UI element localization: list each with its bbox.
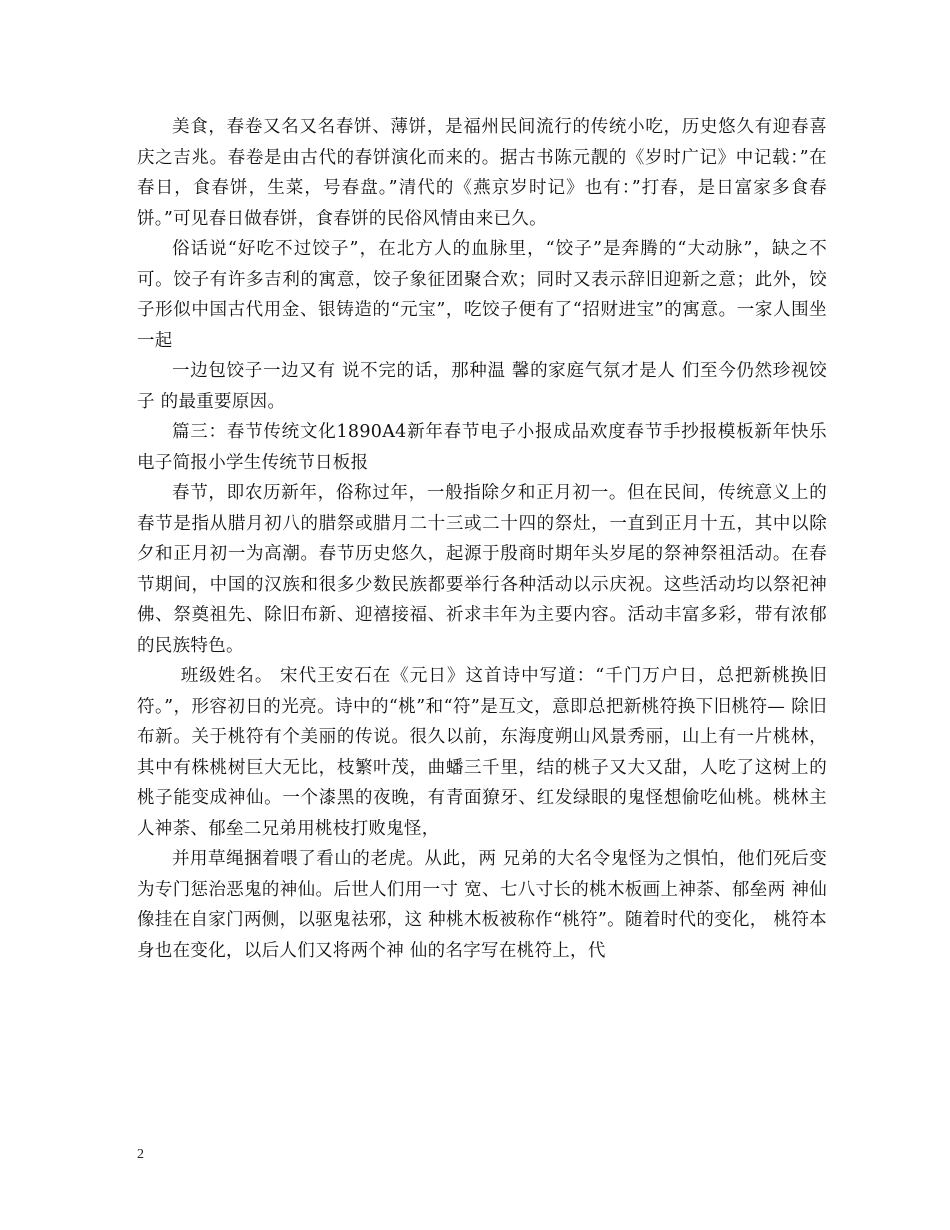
- paragraph-spring-festival: 春节，即农历新年，俗称过年，一般指除夕和正月初一。但在民间，传统意义上的春节是指从腊月初八的腊祭或腊月二十三或二十四的祭灶，一直到正月十五，其中以除夕和正月初一为高潮。春节历史悠久，起源于殷商时期年头岁尾的祭神祭祖活动。在春节期间，中国的汉族和很多少数民族都要举行各种活动以示庆祝。这些活动均以祭祀神佛、祭奠祖先、除旧布新、迎禧接福、祈求丰年为主要内容。活动丰富多彩，带有浓郁的民族特色。: [137, 483, 827, 656]
- paragraph-family-dumplings: 一边包饺子一边又有 说不完的话，那种温 馨的家庭气氛才是人 们至今仍然珍视饺子 的最重要原因。: [137, 361, 827, 412]
- paragraph-dumplings: 俗话说“好吃不过饺子”，在北方人的血脉里，“饺子”是奔腾的“大动脉”，缺之不可。饺子有许多吉利的寓意，饺子象征团聚合欢；同时又表示辞旧迎新之意；此外，饺子形似中国古代用金、银铸造的“元宝”，吃饺子便有了“招财进宝”的寓意。一家人围坐一起: [137, 239, 827, 351]
- paragraph-spring-rolls: 美食，春卷又名又名春饼、薄饼，是福州民间流行的传统小吃，历史悠久有迎春喜庆之吉兆。春卷是由古代的春饼演化而来的。据古书陈元靓的《岁时广记》中记载：”在春日，食春饼，生菜，号春盘。”清代的《燕京岁时记》也有：”打春，是日富家多食春饼。”可见春日做春饼，食春饼的民俗风情由来已久。: [137, 117, 827, 229]
- document-body: [137, 112, 827, 966]
- section-heading-part-three: 篇三：春节传统文化1890A4新年春节电子小报成品欢度春节手抄报模板新年快乐电子简报小学生传统节日板报: [137, 422, 827, 473]
- page-number: 2: [137, 1147, 144, 1162]
- paragraph-peach-charm: 班级姓名。 宋代王安石在《元日》这首诗中写道：“千门万户日，总把新桃换旧符。”，形容初日的光亮。诗中的“桃”和“符”是互文，意即总把新桃符换下旧桃符— 除旧布新。关于桃符有个美丽的传说。很久以前，东海度朔山风景秀丽，山上有一片桃林，其中有株桃树巨大无比，枝繁叶茂，曲蟠三千里，结的桃子又大又甜，人吃了这树上的桃子能变成神仙。一个漆黑的夜晚，有青面獠牙、红发绿眼的鬼怪想偷吃仙桃。桃林主人神荼、郁垒二兄弟用桃枝打败鬼怪，: [137, 666, 827, 839]
- paragraph-peach-charm-legend: 并用草绳捆着喂了看山的老虎。从此，两 兄弟的大名令鬼怪为之惧怕，他们死后变 为专门惩治恶鬼的神仙。后世人们用一寸 宽、七八寸长的桃木板画上神荼、郁垒两 神仙像挂在自家门两侧，以驱鬼祛邪，这 种桃木板被称作“桃符”。随着时代的变化， 桃符本身也在变化，以后人们又将两个神 仙的名字写在桃符上，代: [137, 849, 827, 961]
